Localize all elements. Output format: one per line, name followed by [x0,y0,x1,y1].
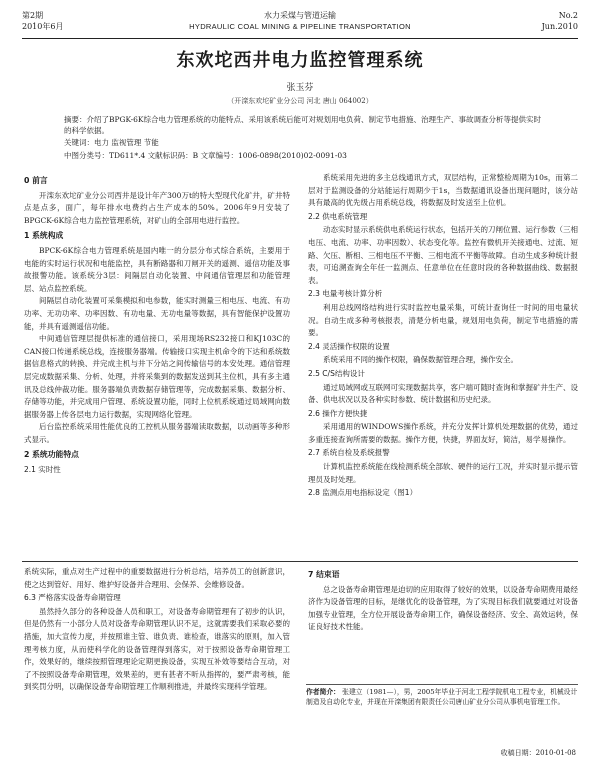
right-column [308,172,578,556]
section-heading: 6.3 严格落实设备寿命期管理 [24,593,121,603]
received-date: 收稿日期：2010-01-08 [500,749,576,757]
section-heading: 2.6 操作方便快捷 [308,408,368,418]
section-heading: 2.2 供电系统管理 [308,211,368,221]
paragraph: 通过局域网或互联网可实现数据共享，客户端可随时查询和掌握矿井生产、设备、供电状况以及各种实时参数、统计数据和历史纪录。 [308,382,578,405]
paragraph: 开滦东欢坨矿业分公司西井是设计年产300万t的特大型现代化矿井，矿井特点是点多，面广，每年排水电费约占生产成本的50%。2006年9月安装了BPGCK-6K综合电力监控管理系统，对矿山的全部用电进行监控。 [24,190,290,225]
journal-en: HYDRAULIC COAL MINING & PIPELINE TRANSPORTATION [189,22,411,31]
journal-cn: 水力采煤与管道运输 [264,11,336,20]
section-heading: 0 前言 [24,176,48,185]
paper-title: 东欢坨西井电力监控管理系统 [176,50,424,71]
section-heading: 2.7 系统自检及系统报警 [308,448,390,458]
section-heading: 2 系统功能特点 [24,450,79,460]
paragraph: 采用通用的WINDOWS操作系统，并充分发挥计算机处理数据的优势，通过多重连接查询所需要的数据。操作方便，快捷，界面友好，简洁，易学易操作。 [308,422,578,444]
section-heading: 2.1 实时性 [24,465,61,475]
section-heading: 1 系统构成 [24,231,64,241]
issue-en: No.2 [558,11,578,20]
section-divider [22,561,578,562]
section-heading: 2.5 C/S结构设计 [308,368,365,378]
paragraph: 系统实际，重点对生产过程中的重要数据进行分析总结，培养员工的创新意识，使之达到管好、用好、维护好设备并合理用、会保养、会维修设备。 [24,567,290,589]
paragraph: 总之设备寿命期管理是迫切的应用取得了较好的效果，以设备寿命期费用最经济作为设备管理的目标，是继优化的设备管理，为了实现目标我们就要通过对设备加强专业管理，全方位开展设备寿命期工作，确保设备经济、安全、高效运转，保证良好技术性能。 [308,584,578,632]
date-cn: 2010年6月 [22,22,64,31]
running-header [22,8,578,39]
classification: 中图分类号：TD611*.4 文献标识码：B 文章编号：1006-0898(2010)02-0091-03 [64,151,347,160]
issue-cn: 第2期 [22,11,44,20]
paragraph: 动态实时显示系统供电系统运行状态，包括开关的刀闸位置、运行参数（三相电压、电流、功率、功率因数）、状态变化等。监控有微机开关接通电、过流、短路、欠压、断相、三相电压不平衡、三相电流不平衡等故障。自动生成多种统计报表，可追溯查询全年任一监测点、任意单位在任意时段的各种数据曲线、数据报表。 [308,225,578,285]
section-heading: 2.3 电量考核计算分析 [308,289,383,299]
paragraph: 中间通信管理层提供标准的通信接口，采用现场RS232接口和KJ103C的CAN接口传递系统总线，连接服务器端。传输接口实现主机命令的下达和系统数据信息格式的转换、并完成主机与井下分站之间传输信号的本安处理。通信管理层完成数据采集、分析、处理，并将采集到的数据发送到其主位机，具有多主通讯及总线仲裁功能。服务器端负责数据存储管理等，完成数据采集、数据分析、存储等功能，并完成用户管理、系统设置功能，同时上位机系统通过局域网向数据服务器上传各层电力运行数据，实现网络化管理。 [24,334,290,419]
abstract: 摘要：介绍了BPGK-6K综合电力管理系统的功能特点、采用该系统后能可对规划用电负荷、制定节电措施、治理生产、事故调查分析等提供实时的科学依据。 [64,115,542,135]
paragraph: 系统采用先进的多主总线通讯方式，双层结构，正常整检周期为10s，而第二层对于监测设备的分站能运行周期少于1s，当数据通讯设备出现问题时，该分站具有最高的优先级占用系统总线，将数据及时发送至上位机。 [308,173,578,208]
paragraph: 利用总线网络结构进行实时监控电量采集，可统计查询任一时间的用电量状况。自动生成多种考核报表，清楚分析电量，规划用电负荷，制定节电措施的需要。 [308,302,578,338]
keywords: 关键词：电力 监视管理 节能 [64,138,159,147]
left-column [24,172,290,556]
paragraph: 计算机监控系统能在线检测系统全部软、硬件的运行工况，并实时显示提示管理员及时处理。 [308,462,578,484]
conclusion-section [308,566,578,678]
paragraph: 间隔层自动化装置可采集模拟和电参数，能实时测量三相电压、电流、有功功率、无功功率、功率因数、有功电量、无功电量等数据，具有智能保护设置功能，并具有遥测遥信功能。 [24,296,290,331]
paragraph: BPCK-6K综合电力管理系统是国内唯一的分层分布式综合系统，主要用于电能的实时运行状况和电能监控，具有断路器和刀闸开关的遥测、遥信功能及事故报警功能。该系统分3层：间隔层自动化装置、中间通信管理层和功能管理层、站点监控系统。 [24,245,290,293]
paragraph: 虽然持久部分的各种设备人员和职工，对设备寿命期管理有了初步的认识，但是仍然有一小部分人员对设备寿命期管理认识不足，这就需要我们采取必要的措施，加大宣传力度，并按照谁主管、谁负责、谁检查，谁落实的原则，加入管理考核力度，从而使科学化的设备管理得到落实，对于按照设备寿命期管理工作，效果好的，继续按照管理理论定期更换设备，实现互补效等要结合互动，对了不按照设备寿命期管理，效果差的，更有甚者不听从指挥的，要严肃考核，能到奖罚分明，以确保设备寿命期管理工作顺利推进，并最终实现科学管理。 [24,606,290,692]
affiliation: （开滦东欢坨矿业分公司 河北 唐山 064002） [227,97,373,105]
section-heading: 2.8 监测点用电指标设定（图1） [308,488,418,498]
header-right [542,10,578,32]
author-note [306,684,578,707]
section-heading: 2.4 灵活操作权限的设置 [308,341,390,351]
paragraph: 系统采用不同的操作权限，确保数据管理合理，操作安全。 [323,355,518,365]
author-note-label: 作者简介： [306,688,340,696]
bottom-left-column [24,566,290,772]
date-en: Jun.2010 [541,22,578,31]
paragraph: 后台监控系统采用性能优良的工控机从服务器端读取数据，以动画等多种形式显示。 [24,422,290,444]
section-heading: 7 结束语 [308,570,340,579]
author-note-text: 张建立（1981—），男，2005年毕业于河北工程学院机电工程专业，机械设计制造及自动化专业，并现在开滦集团有限责任公司唐山矿业分公司从事机电管理工作。 [306,688,578,706]
header-center [22,10,578,32]
author-name: 张玉芬 [286,83,314,93]
